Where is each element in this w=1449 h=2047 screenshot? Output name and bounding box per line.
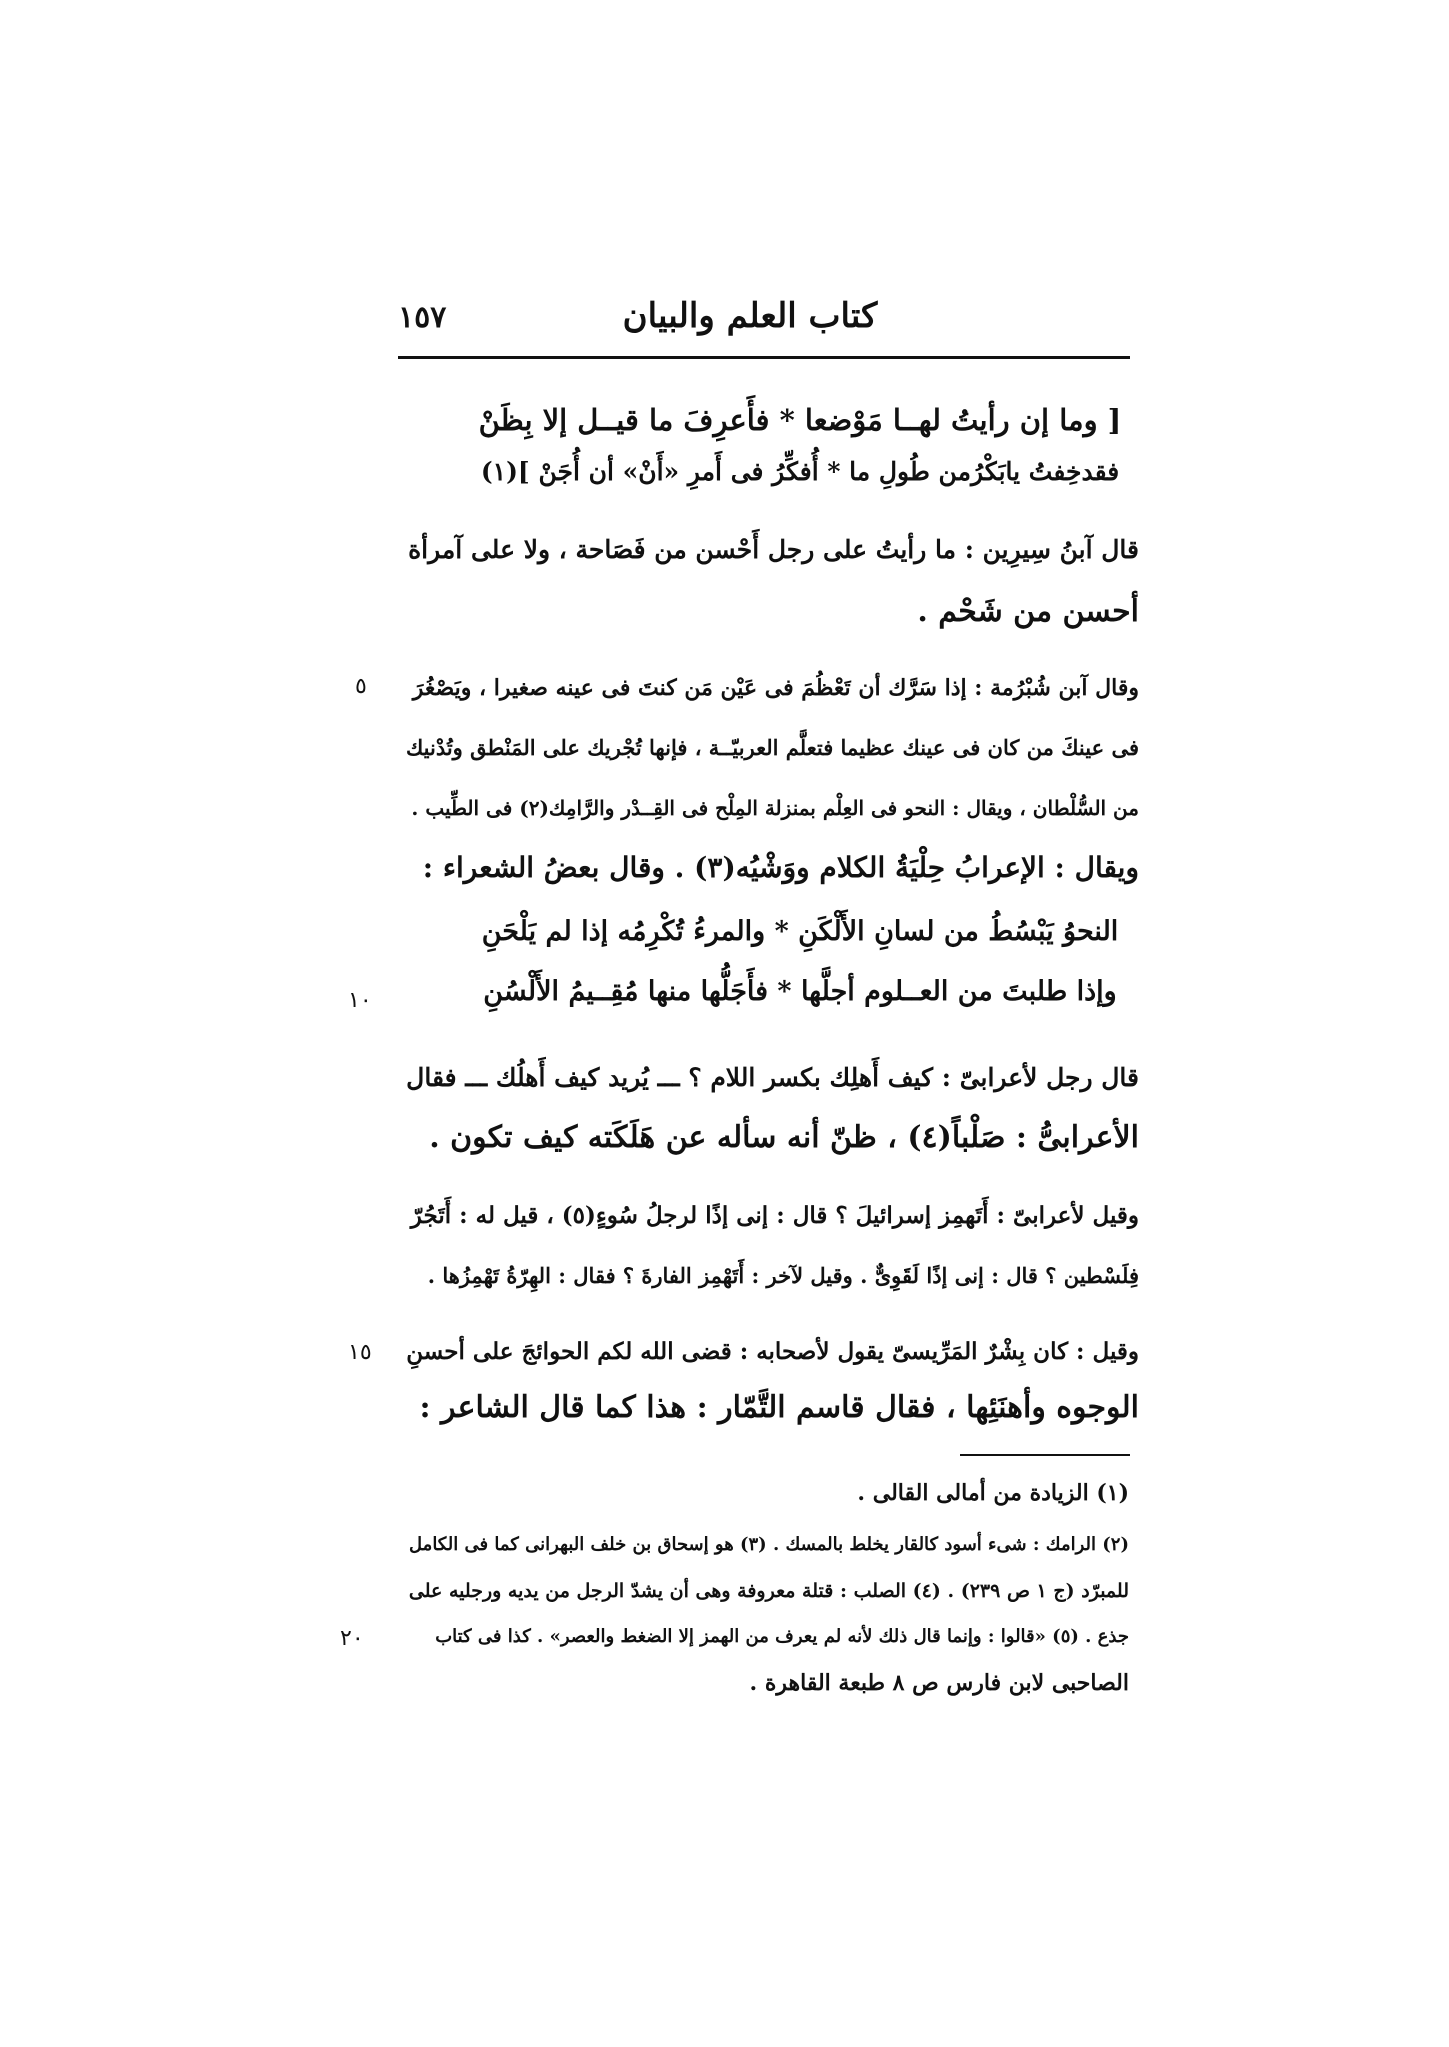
margin-line-number: ١٥ [348,1340,372,1365]
paragraph-line: من السُّلْطان ، ويقال : النحو فى العِلْم بمنزلة المِلْح فى القِــدْر والرَّامِك(٢) فى الطِّيب . [411,796,1139,820]
margin-line-number: ١٠ [348,988,372,1013]
paragraph-line: وقيل : كان بِشْرٌ المَرِّيسىّ يقول لأصحابه : قضى الله لكم الحوائجَ على أحسنِ [406,1338,1139,1365]
footnote: الصاحبى لابن فارس ص ٨ طبعة القاهرة . [749,1670,1129,1696]
paragraph-line: قال آبنُ سِيرِين : ما رأيتُ على رجل أَحْسن من فَصَاحة ، ولا على آمرأة [408,535,1139,564]
footnote: للمبرّد (ج ١ ص ٢٣٩) . (٤) الصلب : قتلة معروفة وهى أن يشدّ الرجل من يديه ورجليه على [408,1580,1129,1602]
footnote: جذع . (٥) «قالوا : وإنما قال ذلك لأنه لم يعرف من الهمز إلا الضغط والعصر» . كذا فى كتاب [435,1626,1129,1647]
margin-line-number: ٥ [355,674,367,699]
header-rule [398,356,1130,359]
footnote: (٢) الرامك : شىء أسود كالقار يخلط بالمسك . (٣) هو إسحاق بن خلف البهرانى كما فى الكامل [409,1534,1129,1555]
margin-line-number: ٢٠ [340,1626,364,1651]
paragraph-line: الأعرابىُّ : صَلْباً(٤) ، ظنّ أنه سأله عن هَلَكَته كيف تكون . [429,1120,1139,1155]
page-number: ١٥٧ [398,300,447,335]
verse-line: وإذا طلبتَ من العــلوم أجلَّها * فأَجَلُّها منها مُقِــيمُ الأَلْسُنِ [483,976,1117,1007]
paragraph-line: فِلَسْطين ؟ قال : إنى إذًا لَقَوِىٌّ . وقيل لآخر : أَتَهْمِز الفارةَ ؟ فقال : الهِرّةُ تَهْمِزُها . [427,1263,1139,1288]
paragraph-line: وقيل لأعرابىّ : أَتَهمِز إسرائيلَ ؟ قال : إنى إذًا لرجلُ سُوءٍ(٥) ، قيل له : أَتَجُرّ [410,1202,1139,1229]
verse-line: فقدخِفتُ يابَكْرُمن طُولِ ما * أُفكِّرُ فى أَمرِ «أَنْ» أن أُجَنْ ](١) [480,457,1120,486]
verse-line: [ وما إن رأيتُ لهــا مَوْضعا * فأَعرِفَ ما قيــل إلا بِظَنْ [478,403,1122,437]
footnote-rule [960,1454,1130,1456]
paragraph-line: قال رجل لأعرابىّ : كيف أَهلِك بكسر اللام ؟ ـــ يُريد كيف أَهلُك ـــ فقال [406,1063,1139,1092]
paragraph-line: وقال آبن شُبْرُمة : إذا سَرَّك أن تَعْظُمَ فى عَيْن مَن كنتَ فى عينه صغيرا ، ويَصْغُرَ [412,675,1139,701]
paragraph-line: الوجوه وأهنَئِها ، فقال قاسم التَّمّار : هذا كما قال الشاعر : [419,1390,1139,1425]
paragraph-line: ويقال : الإعرابُ حِلْيَةُ الكلام ووَشْيُه(٣) . وقال بعضُ الشعراء : [422,851,1139,884]
footnote: (١) الزيادة من أمالى القالى . [857,1480,1129,1506]
verse-line: النحوُ يَبْسُطُ من لسانِ الأَلْكَنِ * والمرءُ تُكْرِمُه إذا لم يَلْحَنِ [481,916,1119,947]
paragraph-line: أحسن من شَحْم . [917,594,1139,629]
running-title: كتاب العلم والبيان [622,296,878,336]
paragraph-line: فى عينكَ من كان فى عينك عظيما فتعلَّم العربيّــة ، فإنها تُجْريك على المَنْطق وتُدْنيك [405,735,1139,760]
